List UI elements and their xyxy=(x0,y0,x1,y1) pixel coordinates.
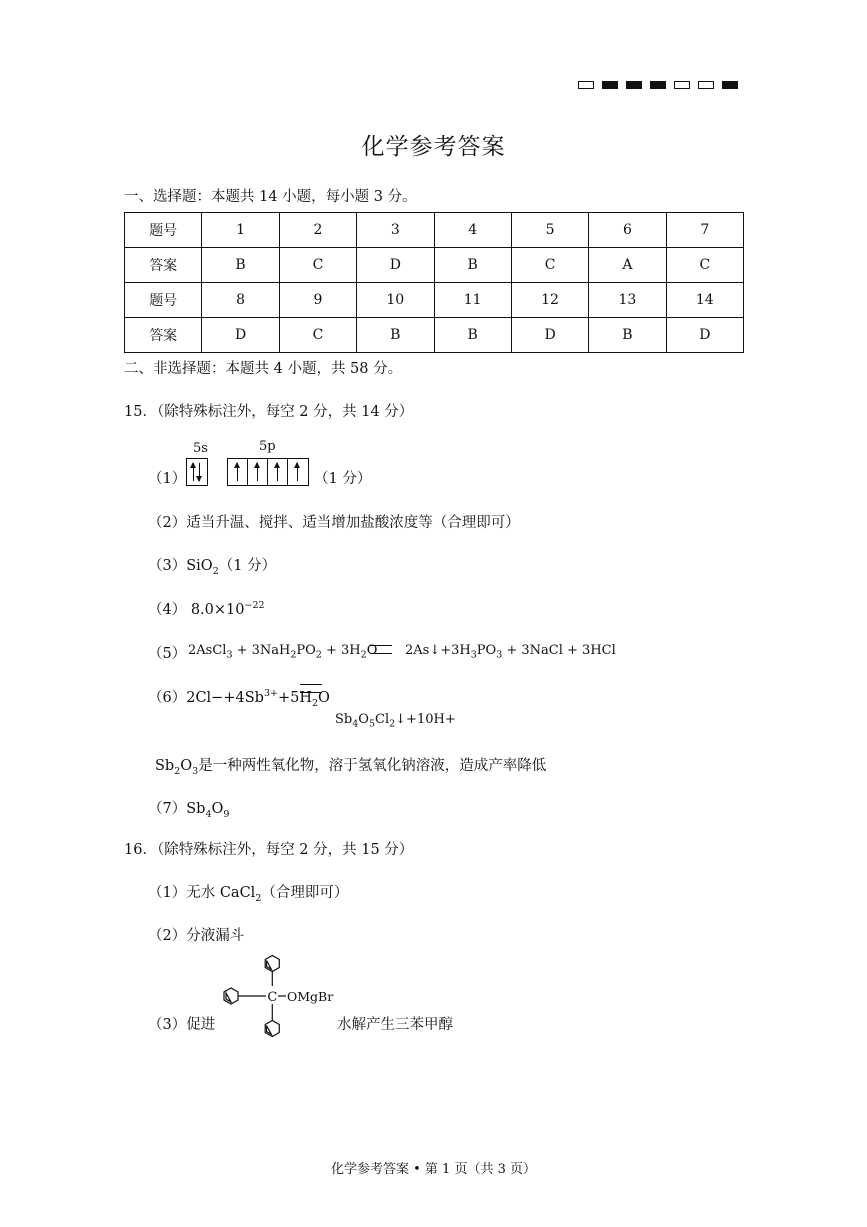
id-mark-filled xyxy=(602,81,618,89)
row-label-cell: 题号 xyxy=(125,283,202,318)
answer-table-cell: 8 xyxy=(202,283,279,318)
omgbr-group-label: OMgBr xyxy=(287,989,334,1004)
id-mark-hollow xyxy=(674,81,690,89)
answer-table-cell: 5 xyxy=(511,213,588,248)
q16-part2: （2）分液漏斗 xyxy=(148,928,245,944)
answer-table-cell: 6 xyxy=(589,213,666,248)
q15-part5-products: $2As↓+3H_3PO_3$ + 3NaCl + 3HCl xyxy=(405,643,616,661)
phenyl-ring-bottom-icon xyxy=(265,1021,279,1037)
spin-up-arrow-icon xyxy=(297,463,298,481)
answer-table-cell: B xyxy=(589,318,666,353)
id-mark-filled xyxy=(722,81,738,89)
q16-part3-suffix: 水解产生三苯甲醇 xyxy=(337,1017,453,1033)
answer-table-cell: D xyxy=(357,248,434,283)
answer-table-cell: 7 xyxy=(666,213,743,248)
q15-part7: $(7)Sb_4O_9$ xyxy=(148,801,230,820)
q15-part1-note: （1 分） xyxy=(314,471,372,487)
answer-table-cell: B xyxy=(434,318,511,353)
answer-table-cell: 4 xyxy=(434,213,511,248)
answer-table-row xyxy=(125,248,744,283)
q15-part5-reactants: 2AsCl$_3$ + $3NaH_2PO_2 + 3H_2O$ xyxy=(188,643,378,661)
id-mark-filled xyxy=(626,81,642,89)
answer-table-cell: B xyxy=(434,248,511,283)
page-title: 化学参考答案 xyxy=(361,134,506,160)
q16-part1: （1）无水 CaCl$_2$（合理即可） xyxy=(148,885,349,904)
orbital-cell xyxy=(248,459,268,485)
q15-heading: 15．（除特殊标注外，每空 2 分，共 14 分） xyxy=(124,404,414,420)
equals-sign-icon xyxy=(370,645,392,654)
central-carbon-label: C xyxy=(267,990,278,1005)
orbital-cell xyxy=(288,459,308,485)
q15-part2: （2）适当升温、搅拌、适当增加盐酸浓度等（合理即可） xyxy=(148,515,520,531)
answer-table-cell: D xyxy=(666,318,743,353)
id-mark-hollow xyxy=(698,81,714,89)
orbital-cell xyxy=(187,459,207,485)
answer-table-cell: C xyxy=(666,248,743,283)
orbital-5p-box xyxy=(227,458,309,486)
triphenylmethoxy-magnesium-bromide-structure xyxy=(212,946,342,1056)
q15-part1-number: （1） xyxy=(148,471,187,487)
q15-part3: （3）SiO$_2$（1 分） xyxy=(148,558,277,577)
answer-table-cell: D xyxy=(202,318,279,353)
q15-part4: （4） $8.0\times 10^{-22}$ xyxy=(148,600,265,618)
spin-up-arrow-icon xyxy=(257,463,258,481)
answer-table-cell: C xyxy=(511,248,588,283)
answer-table-cell: A xyxy=(589,248,666,283)
q16-heading: 16．（除特殊标注外，每空 2 分，共 15 分） xyxy=(124,842,414,858)
answer-table-cell: C xyxy=(279,248,356,283)
row-label-cell: 答案 xyxy=(125,318,202,353)
answer-table-cell: 14 xyxy=(666,283,743,318)
answer-table-cell: B xyxy=(202,248,279,283)
orbital-cell xyxy=(228,459,248,485)
answer-table-cell: B xyxy=(357,318,434,353)
answer-table xyxy=(124,212,744,353)
answer-table-cell: 13 xyxy=(589,283,666,318)
phenyl-ring-top-icon xyxy=(265,956,279,972)
section2-heading: 二、非选择题：本题共 4 小题，共 58 分。 xyxy=(124,361,403,377)
orbital-5p-label: 5p xyxy=(259,439,276,454)
answer-table-row xyxy=(125,318,744,353)
spin-down-arrow-icon xyxy=(199,463,200,481)
q15-part6-products: $Sb_4O_5Cl_2↓+10H+$ xyxy=(335,712,456,730)
answer-table-cell: 1 xyxy=(202,213,279,248)
answer-table-row xyxy=(125,213,744,248)
id-mark-hollow xyxy=(578,81,594,89)
orbital-5s-label: 5s xyxy=(193,441,208,456)
answer-table-cell: C xyxy=(279,318,356,353)
answer-table-cell: 9 xyxy=(279,283,356,318)
id-mark-filled xyxy=(650,81,666,89)
answer-table-cell: 10 xyxy=(357,283,434,318)
page-id-marks xyxy=(578,81,738,89)
answer-table-cell: 2 xyxy=(279,213,356,248)
q15-part6-explanation: $Sb_2O_3$是一种两性氧化物，溶于氢氧化钠溶液，造成产率降低 xyxy=(155,758,547,777)
orbital-5s-box xyxy=(186,458,208,486)
q15-part6-reactants: $(6)2Cl-+4Sb^{3+}+5H_2O$ xyxy=(148,688,330,709)
answer-table-cell: 11 xyxy=(434,283,511,318)
spin-up-arrow-icon xyxy=(237,463,238,481)
row-label-cell: 题号 xyxy=(125,213,202,248)
answer-table-cell: D xyxy=(511,318,588,353)
spin-up-arrow-icon xyxy=(193,463,194,481)
q15-part5-number: （5） xyxy=(148,646,187,662)
equals-sign-icon xyxy=(300,684,322,693)
answer-table-row xyxy=(125,283,744,318)
answer-table-cell: 12 xyxy=(511,283,588,318)
spin-up-arrow-icon xyxy=(277,463,278,481)
phenyl-ring-left-inner-icon xyxy=(226,993,231,1002)
page-footer: 化学参考答案 • 第 1 页（共 3 页） xyxy=(330,1162,536,1177)
answer-table-cell: 3 xyxy=(357,213,434,248)
orbital-cell xyxy=(268,459,288,485)
row-label-cell: 答案 xyxy=(125,248,202,283)
q16-part3-prefix: （3）促进 xyxy=(148,1017,216,1033)
section1-heading: 一、选择题：本题共 14 小题，每小题 3 分。 xyxy=(124,189,417,205)
